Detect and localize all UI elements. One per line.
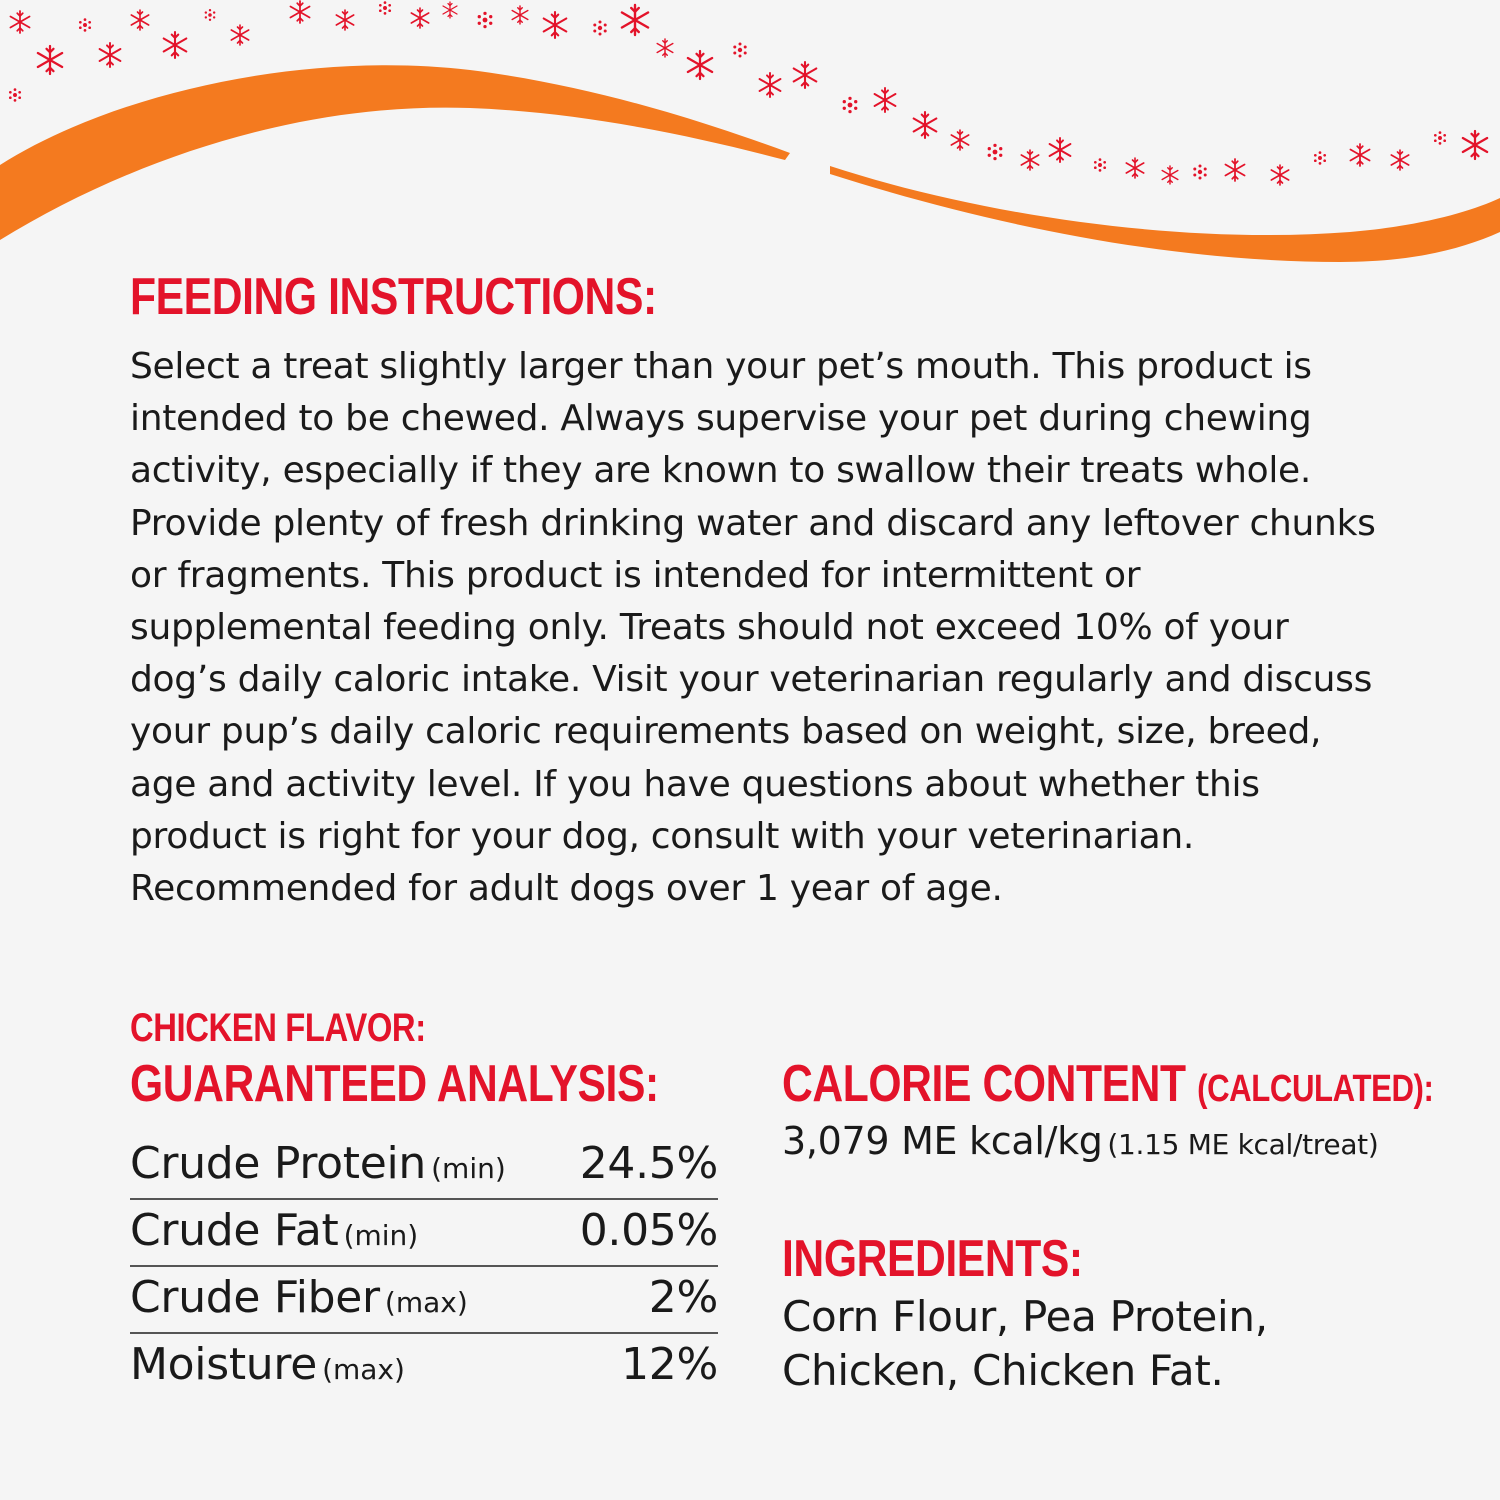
snowflake-icon xyxy=(1021,150,1038,170)
snowflake-icon xyxy=(875,88,896,112)
analysis-value: 24.5% xyxy=(579,1138,718,1189)
holiday-banner xyxy=(0,0,1500,280)
snowflake-icon xyxy=(1225,159,1244,181)
snowflake-icon xyxy=(1463,131,1487,159)
calorie-heading-note: (CALCULATED): xyxy=(1197,1068,1434,1110)
snowflake-icon xyxy=(100,43,121,67)
snowflake-icon xyxy=(1271,165,1288,185)
calorie-content-value xyxy=(782,1119,1378,1163)
analysis-label: Crude Fat (min) xyxy=(130,1205,419,1256)
analysis-label: Crude Fiber (max) xyxy=(130,1272,468,1323)
calorie-per-kg: 3,079 ME kcal/kg xyxy=(782,1119,1103,1163)
snowflake-icon xyxy=(1193,165,1206,180)
feeding-instructions-heading: FEEDING INSTRUCTIONS: xyxy=(130,268,657,326)
snowflake-icon xyxy=(544,12,567,38)
snowflake-icon xyxy=(1162,166,1178,184)
analysis-row-moisture xyxy=(130,1334,718,1401)
snowflake-icon xyxy=(794,62,817,88)
analysis-label: Moisture (max) xyxy=(130,1339,405,1390)
guaranteed-analysis-heading: GUARANTEED ANALYSIS: xyxy=(130,1055,659,1113)
snowflake-icon xyxy=(79,18,91,32)
snowflake-icon xyxy=(336,10,353,30)
snowflake-icon xyxy=(1350,144,1369,166)
snowflake-icon xyxy=(512,6,528,24)
analysis-label: Crude Protein (min) xyxy=(130,1138,506,1189)
analysis-row-crude-protein xyxy=(130,1133,718,1200)
snowflake-icon xyxy=(1434,131,1446,145)
snowflake-icon xyxy=(10,11,29,33)
snowflake-icon xyxy=(478,12,493,29)
snowflake-icon xyxy=(164,32,187,58)
snowflake-icon xyxy=(951,130,968,150)
snowflake-icon xyxy=(1050,138,1071,162)
snowflake-icon xyxy=(733,43,746,58)
snowflake-icon xyxy=(411,8,428,28)
snowflake-icon xyxy=(379,1,391,15)
snowflake-icon xyxy=(622,5,648,35)
snowflake-icon xyxy=(231,25,248,45)
snowflake-icon xyxy=(988,144,1003,161)
feeding-instructions-text: Select a treat slightly larger than your pet’s mouth. This product is intended to be chewed. Always supervise your pet during chewing activity, especially if they are known to swallow their treats whole. Provide plenty of fresh drinking water and discard any leftover chunks or fragments. This product is intended for intermittent or supplemental feeding only. Treats should not exceed 10% of your dog’s daily caloric intake. Visit your veterinarian regularly and discuss your pup’s daily caloric requirements based on weight, size, breed, age and activity level. If you have questions about whether this product is right for your dog, consult with your veterinarian. Recommended for adult dogs over 1 year of age. xyxy=(130,346,1376,910)
analysis-row-crude-fiber xyxy=(130,1267,718,1334)
orange-swoosh-left xyxy=(0,65,790,240)
snowflake-icon xyxy=(1314,151,1326,165)
analysis-row-crude-fat xyxy=(130,1200,718,1267)
snowflake-icon xyxy=(914,112,937,138)
calorie-content-heading xyxy=(782,1055,1434,1113)
snowflake-icon xyxy=(131,10,148,30)
snowflake-icon xyxy=(688,51,712,79)
ingredients-text: Corn Flour, Pea Protein, Chicken, Chicken Fat. xyxy=(782,1292,1268,1395)
ingredients-heading: INGREDIENTS: xyxy=(782,1230,1083,1288)
snowflake-icon xyxy=(38,46,62,74)
analysis-value: 2% xyxy=(648,1272,718,1323)
flavor-label: CHICKEN FLAVOR: xyxy=(130,1006,426,1050)
snowflake-icon xyxy=(290,1,309,23)
snowflake-icon xyxy=(843,97,858,114)
snowflake-icon xyxy=(657,39,673,57)
orange-swoosh-right xyxy=(830,166,1500,262)
analysis-value: 0.05% xyxy=(579,1205,718,1256)
snowflake-icon xyxy=(760,73,781,97)
calorie-heading-main: CALORIE CONTENT xyxy=(782,1055,1186,1113)
snowflake-icon xyxy=(1094,158,1106,172)
snowflake-icon xyxy=(1126,158,1143,178)
snowflake-icon xyxy=(9,88,21,102)
snowflake-icon xyxy=(443,2,457,18)
snowflake-icon xyxy=(1391,150,1408,170)
snowflake-icon xyxy=(593,21,606,36)
calorie-per-treat: (1.15 ME kcal/treat) xyxy=(1107,1128,1379,1161)
guaranteed-analysis-table xyxy=(130,1133,718,1401)
snowflake-icon xyxy=(205,9,216,21)
analysis-value: 12% xyxy=(621,1339,718,1390)
